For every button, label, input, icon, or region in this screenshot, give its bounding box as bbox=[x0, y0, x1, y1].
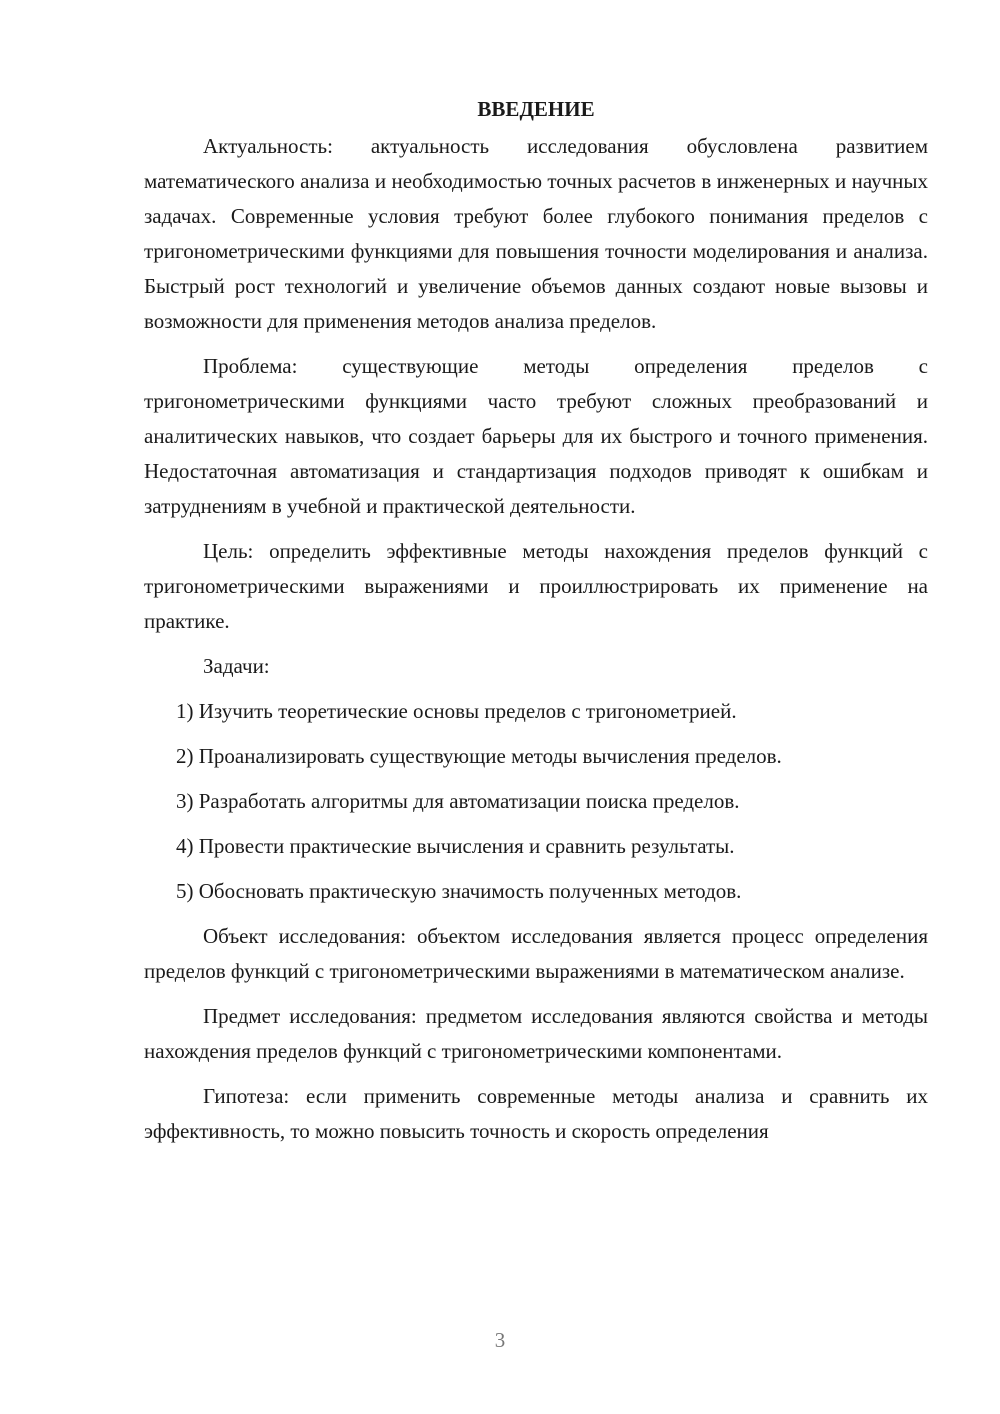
task-item: 5) Обосновать практическую значимость полученных методов. bbox=[176, 879, 742, 903]
goal-paragraph: Цель: определить эффективные методы нахождения пределов функций с тригонометрическими выражениями и проиллюстрировать их применение на практике. bbox=[144, 539, 928, 633]
relevance-paragraph: Актуальность: актуальность исследования обусловлена развитием математического анализа и необходимостью точных расчетов в инженерных и научных задачах. Современные условия требуют более глубокого понимания пределов с тригонометрическими функциями для повышения точности моделирования и анализа. Быстрый рост технологий и увеличение объемов данных создают новые вызовы и возможности для применения методов анализа пределов. bbox=[144, 134, 928, 333]
tasks-label: Задачи: bbox=[203, 654, 270, 678]
task-item: 3) Разработать алгоритмы для автоматизации поиска пределов. bbox=[176, 789, 740, 813]
section-heading: ВВЕДЕНИЕ bbox=[477, 97, 595, 121]
task-item: 2) Проанализировать существующие методы вычисления пределов. bbox=[176, 744, 782, 768]
document-page bbox=[144, 92, 928, 1159]
problem-paragraph: Проблема: существующие методы определения пределов с тригонометрическими функциями часто требуют сложных преобразований и аналитических навыков, что создает барьеры для их быстрого и точного применения. Недостаточная автоматизация и стандартизация подходов приводят к ошибкам и затруднениям в учебной и практической деятельности. bbox=[144, 354, 928, 518]
subject-paragraph: Предмет исследования: предметом исследования являются свойства и методы нахождения пределов функций с тригонометрическими компонентами. bbox=[144, 1004, 928, 1063]
tasks-list bbox=[144, 694, 928, 909]
hypothesis-paragraph: Гипотеза: если применить современные методы анализа и сравнить их эффективность, то можно повысить точность и скорость определения bbox=[144, 1084, 928, 1143]
task-item: 4) Провести практические вычисления и сравнить результаты. bbox=[176, 834, 735, 858]
object-paragraph: Объект исследования: объектом исследования является процесс определения пределов функций с тригонометрическими выражениями в математическом анализе. bbox=[144, 924, 928, 983]
task-item: 1) Изучить теоретические основы пределов с тригонометрией. bbox=[176, 699, 737, 723]
page-number: 3 bbox=[494, 1328, 506, 1352]
